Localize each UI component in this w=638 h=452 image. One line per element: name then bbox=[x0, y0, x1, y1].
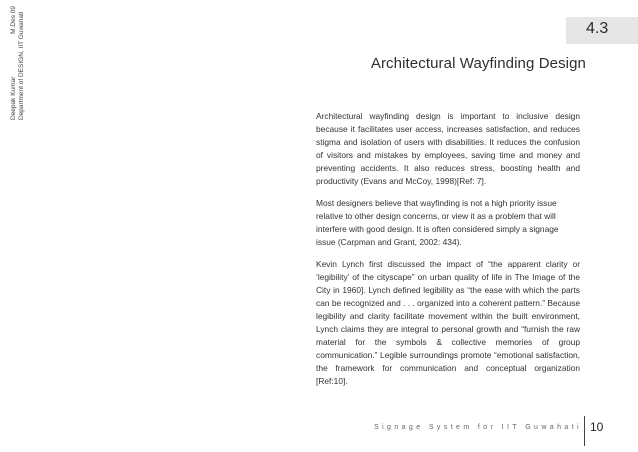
paragraph-3: Kevin Lynch first discussed the impact of “the apparent clarity or ‘legibility’ of the cityscape” on urban quality of life in The Image of the City in 1960]. Lynch defined legibility as “the ease with which the parts can be recognized and . . . organized into a coherent pattern.” Because legibility and clarity facilitate movement within the built environment, Lynch claims they are integral to personal growth and “furnish the raw material for the symbols & collective memories of group communication.” Legible surroundings promote “emotional satisfaction, the framework for communication and conceptual organization [Ref:10]. bbox=[316, 259, 580, 386]
side-note bbox=[10, 6, 26, 120]
paragraph-2: Most designers believe that wayfinding is not a high priority issue relative to other design concerns, or view it as a problem that will interfere with good design. It is often considered simply a signage issue (Carpman and Grant, 2002: 434). bbox=[316, 198, 559, 247]
author-name: Deepak Kumar bbox=[10, 76, 17, 120]
side-note-line-1 bbox=[10, 6, 18, 120]
footer-divider bbox=[584, 416, 585, 446]
page-number: 10 bbox=[590, 420, 604, 434]
section-tab bbox=[566, 17, 638, 44]
department-name: Department of DESIGN, IIT Guwahati bbox=[18, 11, 25, 120]
footer-title: Signage System for IIT Guwahati bbox=[374, 424, 582, 431]
page-title: Architectural Wayfinding Design bbox=[370, 55, 586, 72]
body-text bbox=[316, 110, 580, 397]
section-number: 4.3 bbox=[586, 20, 609, 37]
paragraph-1: Architectural wayfinding design is important to inclusive design because it facilitates user access, increases satisfaction, and reduces stigma and isolation of users with disabilities. It reduces the confusion of visitors and mistakes by employees, saving time and money and preventing accidents. It also reduces stress, boosting health and productivity (Evans and McCoy, 1998)[Ref: 7]. bbox=[316, 111, 580, 186]
program-name: M.Des 09 bbox=[10, 6, 17, 34]
